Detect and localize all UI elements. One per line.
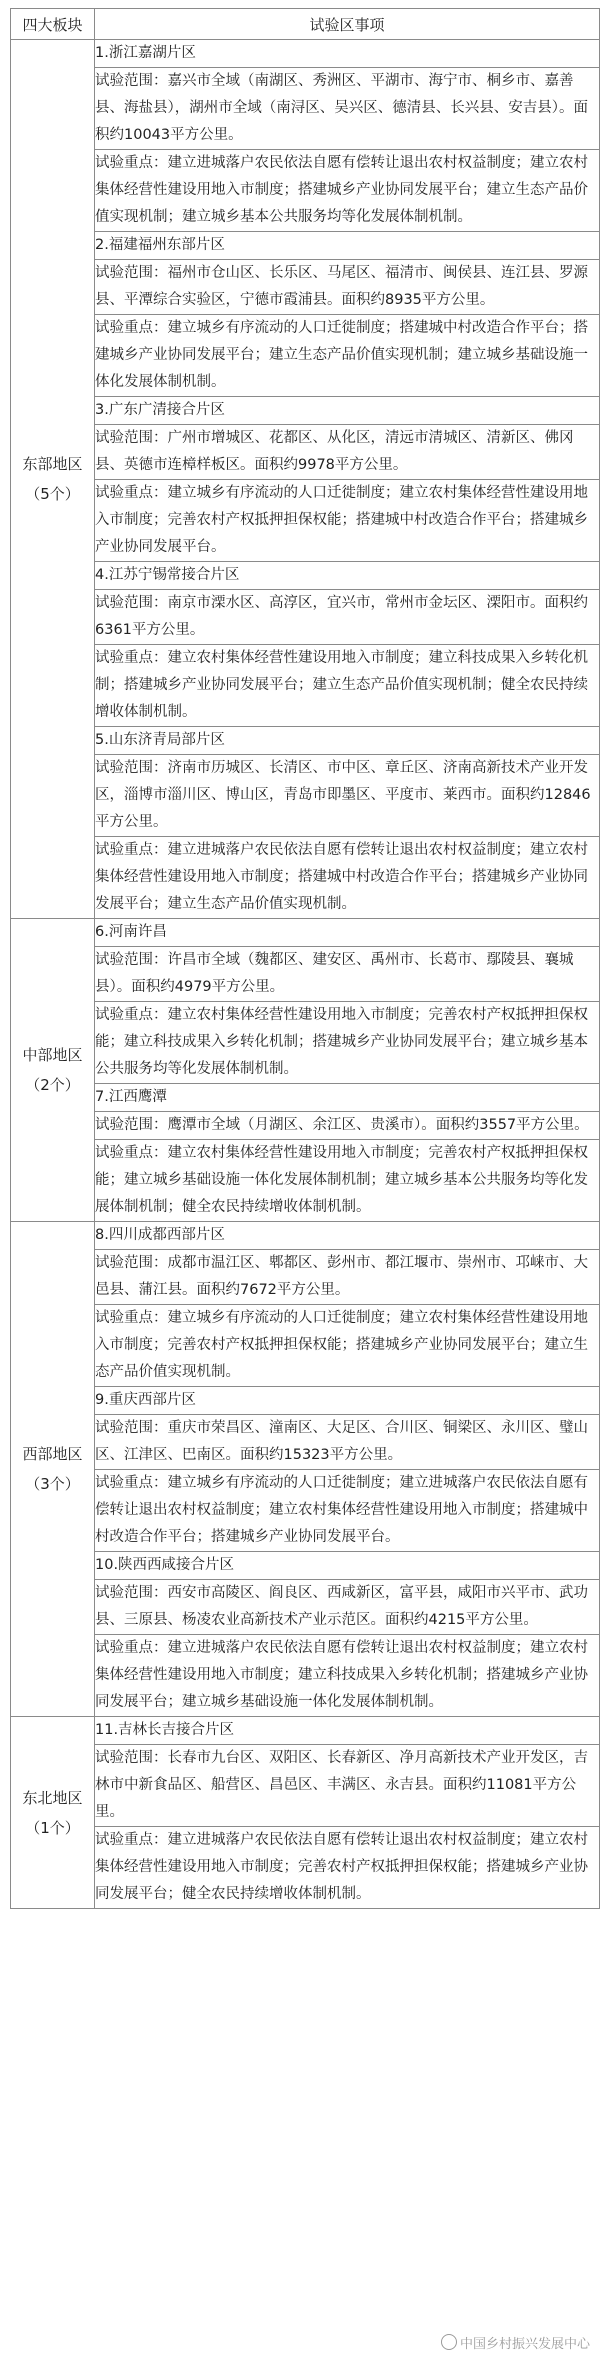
zone-row [95,68,599,150]
zones-cell [95,919,600,1222]
zone-focus: 试验重点：建立进城落户农民依法自愿有偿转让退出农村权益制度；建立农村集体经营性建设用地入市制度；完善农村产权抵押担保权能；搭建城乡产业协同发展平台；健全农民持续增收体制机制。 [95,1827,599,1909]
zone-row [95,397,599,425]
zone-row [95,150,599,232]
watermark [441,2333,590,2352]
zone-row [95,1305,599,1387]
zone-focus: 试验重点：建立进城落户农民依法自愿有偿转让退出农村权益制度；建立农村集体经营性建设用地入市制度；建立科技成果入乡转化机制；搭建城乡产业协同发展平台；建立城乡基础设施一体化发展体制机制。 [95,1635,599,1717]
zone-focus: 试验重点：建立农村集体经营性建设用地入市制度；完善农村产权抵押担保权能；建立科技成果入乡转化机制；搭建城乡产业协同发展平台；建立城乡基本公共服务均等化发展体制机制。 [95,1002,599,1084]
region-row [11,40,600,919]
zone-title: 10.陕西西咸接合片区 [95,1552,599,1580]
zone-focus: 试验重点：建立城乡有序流动的人口迁徙制度；建立农村集体经营性建设用地入市制度；完善农村产权抵押担保权能；搭建城乡产业协同发展平台；建立生态产品价值实现机制。 [95,1305,599,1387]
zone-row [95,1222,599,1250]
zone-scope: 试验范围：嘉兴市全域（南湖区、秀洲区、平湖市、海宁市、桐乡市、嘉善县、海盐县），湖州市全域（南浔区、吴兴区、德清县、长兴县、安吉县）。面积约10043平方公里。 [95,68,599,150]
zone-row [95,1387,599,1415]
region-name: 东北地区 [22,1788,83,1807]
region-count: （1个） [25,1818,80,1837]
zone-scope: 试验范围：鹰潭市全域（月湖区、余江区、贵溪市）。面积约3557平方公里。 [95,1112,599,1140]
zone-focus: 试验重点：建立农村集体经营性建设用地入市制度；建立科技成果入乡转化机制；搭建城乡产业协同发展平台；建立生态产品价值实现机制；健全农民持续增收体制机制。 [95,645,599,727]
zones-cell [95,1222,600,1717]
zone-row [95,40,599,68]
zone-row [95,562,599,590]
region-cell [11,1222,95,1717]
zone-row [95,1717,599,1745]
region-count: （3个） [25,1475,80,1493]
zone-list [95,919,599,1221]
zone-list [95,40,599,918]
zone-title: 2.福建福州东部片区 [95,232,599,260]
zone-row [95,480,599,562]
zone-scope: 试验范围：成都市温江区、郫都区、彭州市、都江堰市、崇州市、邛崃市、大邑县、蒲江县。面积约7672平方公里。 [95,1250,599,1305]
zone-scope: 试验范围：西安市高陵区、阎良区、西咸新区，富平县，咸阳市兴平市、武功县、三原县、杨凌农业高新技术产业示范区。面积约4215平方公里。 [95,1580,599,1635]
header-sector: 四大板块 [11,9,95,40]
table-body [11,40,600,1909]
zone-focus: 试验重点：建立城乡有序流动的人口迁徙制度；搭建城中村改造合作平台；搭建城乡产业协同发展平台；建立生态产品价值实现机制；建立城乡基础设施一体化发展体制机制。 [95,315,599,397]
zone-list [95,1717,599,1908]
zone-row [95,1745,599,1827]
zone-row [95,590,599,645]
region-count: （5个） [25,485,80,503]
region-row [11,919,600,1222]
zone-row [95,1112,599,1140]
region-name: 西部地区 [22,1445,83,1463]
header-items: 试验区事项 [95,9,600,40]
zones-cell [95,1717,600,1909]
zone-row [95,1140,599,1222]
zone-row [95,1635,599,1717]
zone-focus: 试验重点：建立农村集体经营性建设用地入市制度；完善农村产权抵押担保权能；建立城乡基础设施一体化发展体制机制；建立城乡基本公共服务均等化发展体制机制；健全农民持续增收体制机制。 [95,1140,599,1222]
zone-title: 8.四川成都西部片区 [95,1227,225,1243]
pilot-zone-table [10,8,600,1909]
zone-row [95,645,599,727]
region-cell [11,40,95,919]
zone-title: 1.浙江嘉湖片区 [95,45,196,61]
zone-title: 6.河南许昌 [95,924,167,940]
zone-row [95,232,599,260]
zone-row [95,947,599,1002]
zone-row [95,1084,599,1112]
zone-title: 9.重庆西部片区 [95,1387,599,1415]
wechat-logo-icon [441,2334,457,2350]
zone-scope: 试验范围：济南市历城区、长清区、市中区、章丘区、济南高新技术产业开发区，淄博市淄川区、博山区，青岛市即墨区、平度市、莱西市。面积约12846平方公里。 [95,755,599,837]
region-row [11,1222,600,1717]
region-name: 东部地区 [22,455,83,473]
zone-row [95,919,599,947]
table-header-row [11,9,600,40]
zone-title: 4.江苏宁锡常接合片区 [95,562,599,590]
zone-focus: 试验重点：建立城乡有序流动的人口迁徙制度；建立进城落户农民依法自愿有偿转让退出农村权益制度；建立农村集体经营性建设用地入市制度；搭建城中村改造合作平台；搭建城乡产业协同发展平台。 [95,1470,599,1552]
region-cell [11,1717,95,1909]
region-row [11,1717,600,1909]
zone-title: 7.江西鹰潭 [95,1084,599,1112]
zone-title: 5.山东济青局部片区 [95,727,599,755]
zone-title: 11.吉林长吉接合片区 [95,1722,235,1738]
zone-focus: 试验重点：建立城乡有序流动的人口迁徙制度；建立农村集体经营性建设用地入市制度；完善农村产权抵押担保权能；搭建城中村改造合作平台；搭建城乡产业协同发展平台。 [95,480,599,562]
zone-row [95,755,599,837]
zone-scope: 试验范围：许昌市全域（魏都区、建安区、禹州市、长葛市、鄢陵县、襄城县）。面积约4979平方公里。 [95,947,599,1002]
zone-row [95,1250,599,1305]
zone-row [95,425,599,480]
zones-cell [95,40,600,919]
zone-row [95,1415,599,1470]
zone-row [95,837,599,919]
zone-row [95,1580,599,1635]
zone-scope: 试验范围：南京市溧水区、高淳区，宜兴市，常州市金坛区、溧阳市。面积约6361平方公里。 [95,590,599,645]
zone-title: 3.广东广清接合片区 [95,397,599,425]
zone-list [95,1222,599,1716]
region-cell [11,919,95,1222]
region-name: 中部地区 [22,1046,83,1064]
region-count: （2个） [25,1076,80,1094]
zone-row [95,727,599,755]
zone-scope: 试验范围：重庆市荣昌区、潼南区、大足区、合川区、铜梁区、永川区、璧山区、江津区、巴南区。面积约15323平方公里。 [95,1415,599,1470]
zone-row [95,315,599,397]
zone-row [95,1552,599,1580]
zone-row [95,1470,599,1552]
zone-scope: 试验范围：福州市仓山区、长乐区、马尾区、福清市、闽侯县、连江县、罗源县、平潭综合实验区，宁德市霞浦县。面积约8935平方公里。 [95,260,599,315]
watermark-text: 中国乡村振兴发展中心 [459,2337,590,2352]
zone-row [95,260,599,315]
zone-scope: 试验范围：广州市增城区、花都区、从化区，清远市清城区、清新区、佛冈县、英德市连樟样板区。面积约9978平方公里。 [95,425,599,480]
zone-row [95,1002,599,1084]
zone-focus: 试验重点：建立进城落户农民依法自愿有偿转让退出农村权益制度；建立农村集体经营性建设用地入市制度；搭建城乡产业协同发展平台；建立生态产品价值实现机制；建立城乡基本公共服务均等化发展体制机制。 [95,150,599,232]
zone-scope: 试验范围：长春市九台区、双阳区、长春新区、净月高新技术产业开发区，吉林市中新食品区、船营区、昌邑区、丰满区、永吉县。面积约11081平方公里。 [95,1745,599,1827]
zone-focus: 试验重点：建立进城落户农民依法自愿有偿转让退出农村权益制度；建立农村集体经营性建设用地入市制度；搭建城中村改造合作平台；搭建城乡产业协同发展平台；建立生态产品价值实现机制。 [95,837,599,919]
zone-row [95,1827,599,1909]
